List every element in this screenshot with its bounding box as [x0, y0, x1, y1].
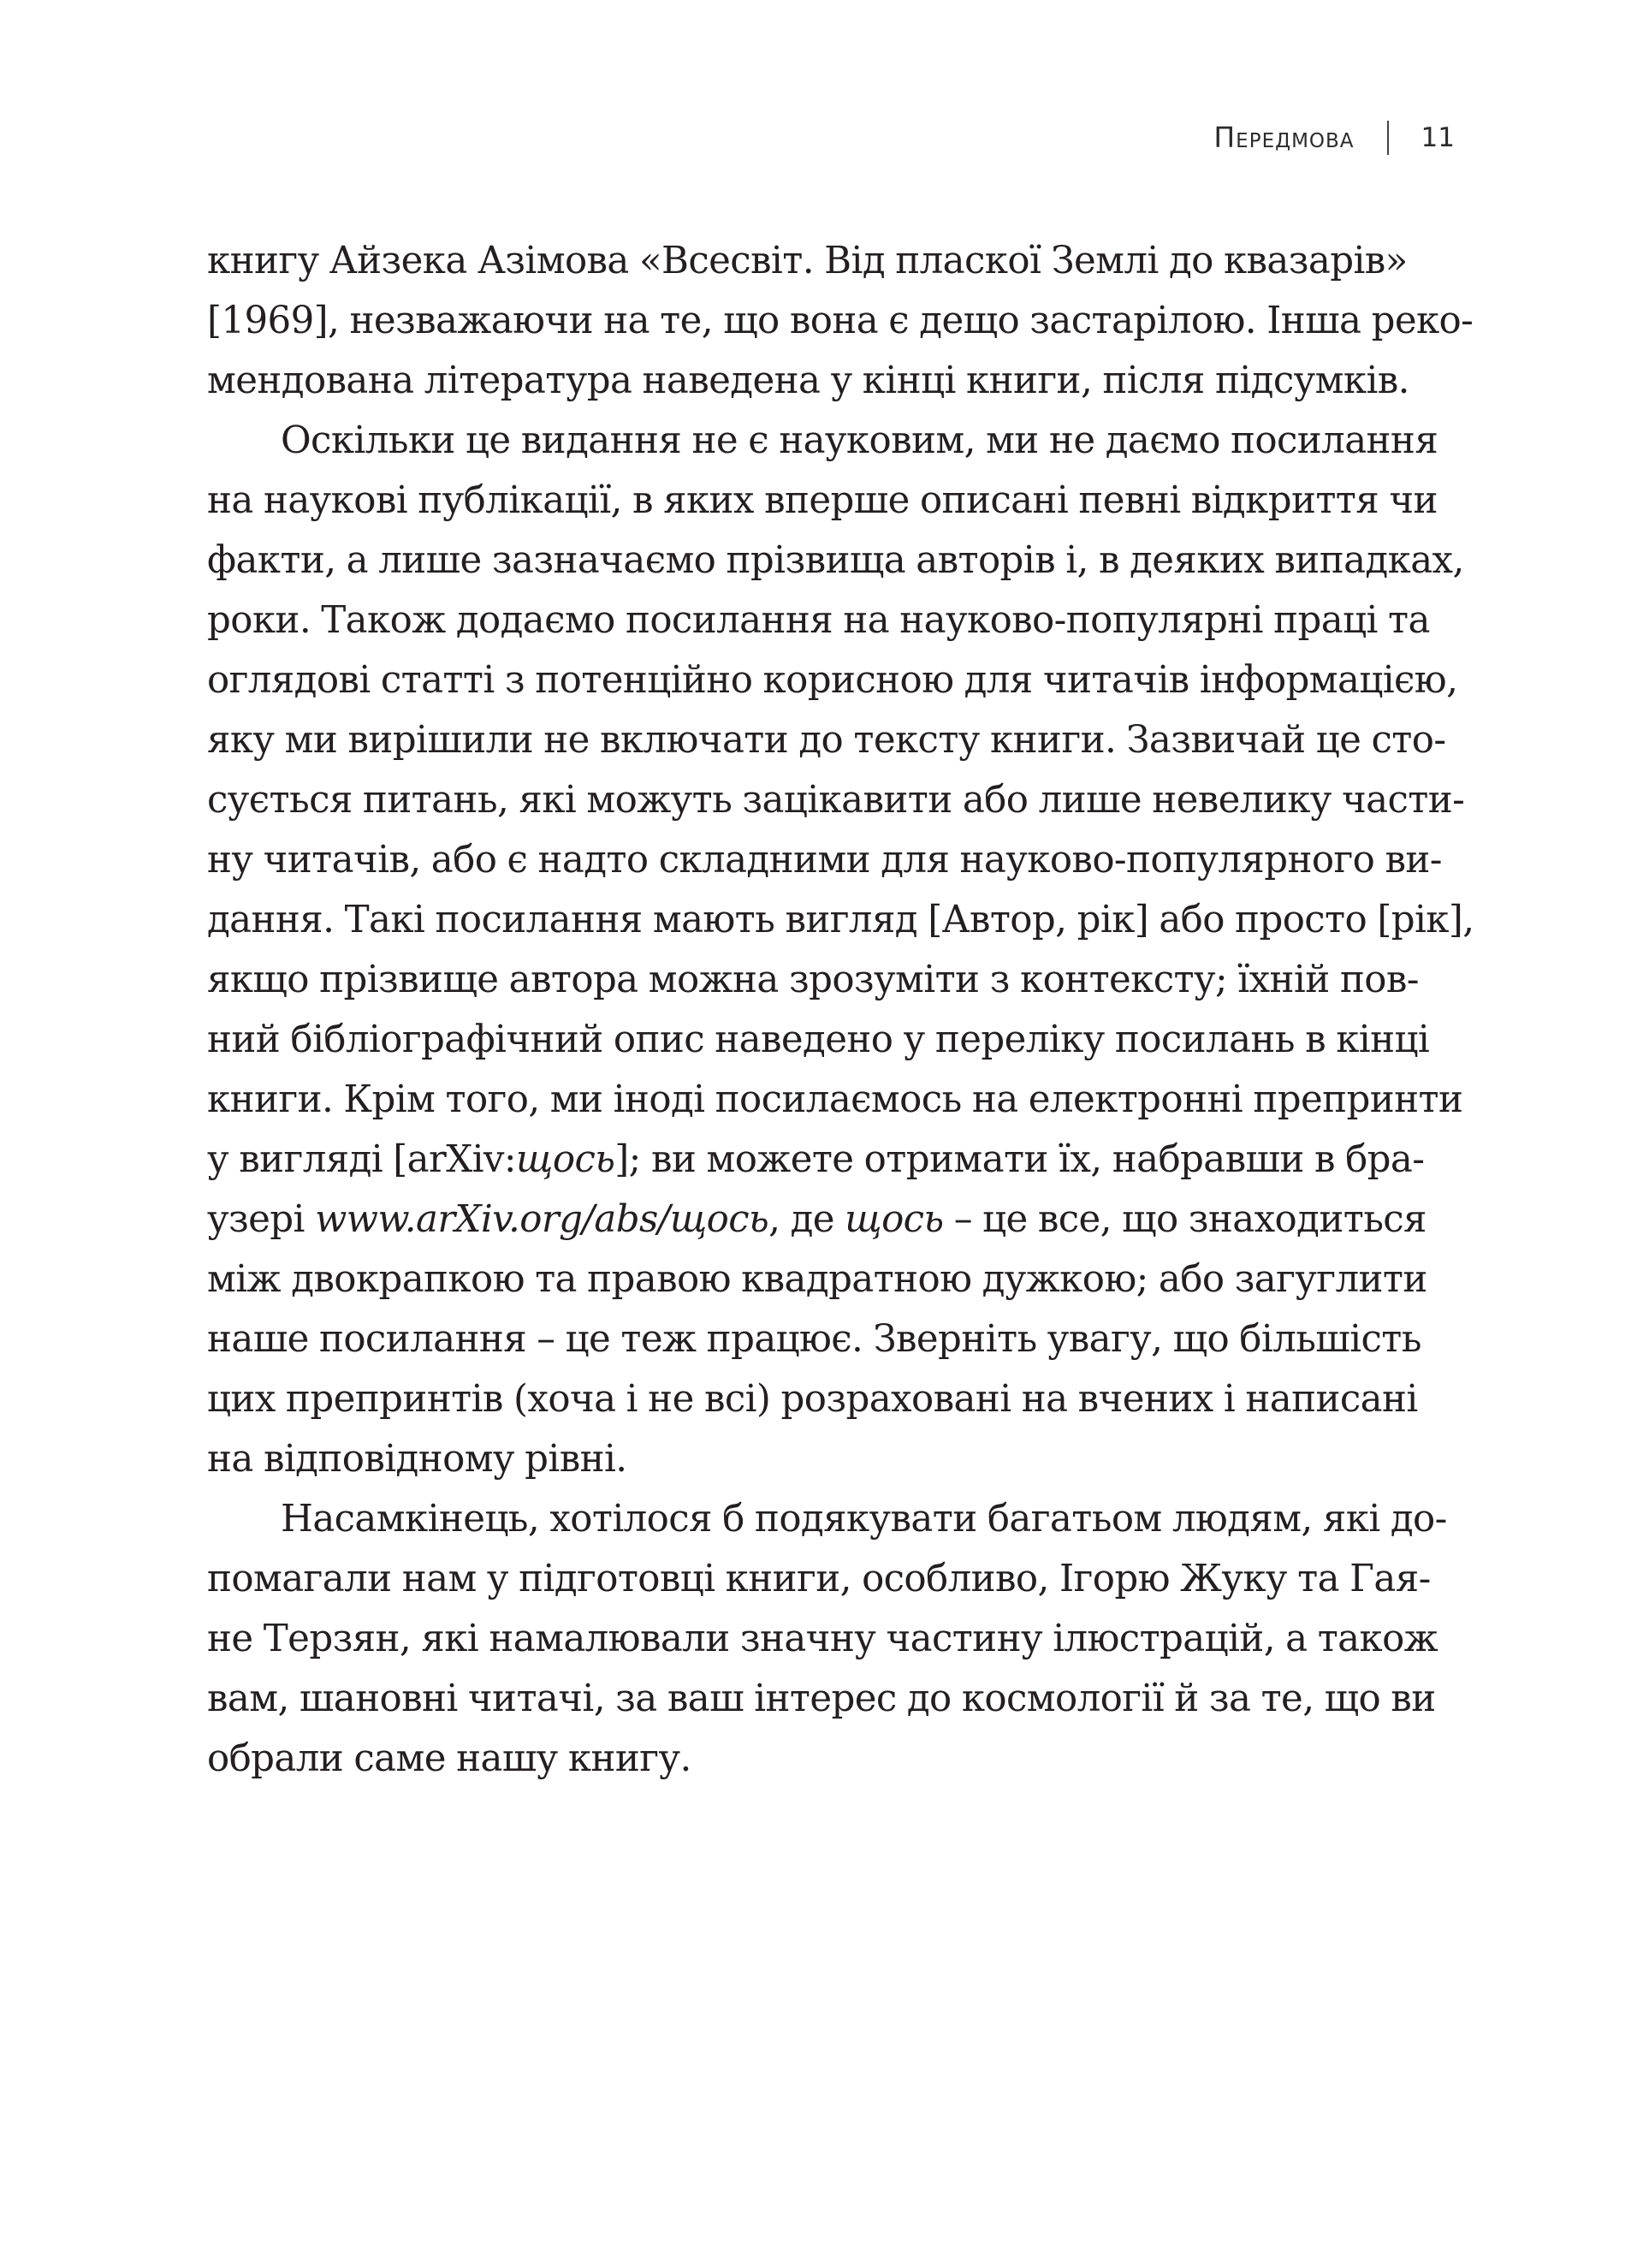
text-line: [1969], незважаючи на те, що вона є дещо застарілою. Інша реко- [207, 300, 1474, 342]
text-run: ]; ви можете отримати їх, набравши в бра- [614, 1138, 1425, 1181]
text-line: вам, шановні читачі, за ваш інтерес до космології й за те, що ви [207, 1677, 1436, 1720]
text-line: на наукові публікації, в яких вперше описані певні відкриття чи [207, 479, 1438, 522]
text-line: наше посилання – це теж працює. Зверніть увагу, що більшість [207, 1318, 1421, 1361]
text-line: ний бібліографічний опис наведено у переліку посилань в кінці [207, 1018, 1430, 1061]
text-line-url [207, 1190, 1427, 1250]
text-line: не Терзян, які намалювали значну частину ілюстрацій, а також [207, 1618, 1438, 1660]
text-line: книги. Крім того, ми іноді посилаємось на електронні препринти [207, 1078, 1463, 1121]
text-line: роки. Також додаємо посилання на науково-популярні праці та [207, 599, 1430, 642]
italic-placeholder: щось [515, 1138, 615, 1181]
text-line: книгу Айзека Азімова «Всесвіт. Від пласкої Землі до квазарів» [207, 240, 1408, 282]
text-line: на відповідному рівні. [207, 1438, 627, 1481]
text-line-arxiv [207, 1130, 1425, 1190]
paragraph-3 [207, 1489, 1447, 1789]
text-run: – це все, що знаходиться [943, 1198, 1427, 1241]
text-line: яку ми вирішили не включати до тексту книги. Зазвичай це сто- [207, 719, 1446, 762]
text-line: оглядові статті з потенційно корисною для читачів інформацією, [207, 659, 1458, 702]
body-text [207, 231, 1474, 1789]
section-title: Передмова [1213, 121, 1355, 154]
paragraph-1 [207, 231, 1474, 411]
text-line: ну читачів, або є надто складними для науково-популярного ви- [207, 839, 1442, 882]
text-run: , де [768, 1198, 845, 1241]
text-line: обрали саме нашу книгу. [207, 1737, 691, 1780]
text-line: між двокрапкою та правою квадратною дужкою; або загуглити [207, 1258, 1427, 1301]
text-line: сується питань, які можуть зацікавити або лише невелику части- [207, 779, 1465, 822]
text-line: факти, а лише зазначаємо прізвища авторів і, в деяких випадках, [207, 539, 1464, 582]
text-line: Оскільки це видання не є науковим, ми не даємо посилання [281, 419, 1438, 462]
text-line: цих препринтів (хоча і не всі) розраховані на вчених і написані [207, 1378, 1418, 1421]
text-line: мендована література наведена у кінці книги, після підсумків. [207, 359, 1409, 402]
paragraph-2 [207, 411, 1474, 1489]
italic-placeholder: щось [845, 1198, 944, 1241]
running-head [1112, 118, 1455, 157]
text-line: якщо прізвище автора можна зрозуміти з контексту; їхній пов- [207, 959, 1419, 1001]
text-run: у вигляді [arXiv: [207, 1138, 516, 1181]
header-separator [1387, 121, 1389, 155]
text-line: Насамкінець, хотілося б подякувати багатьом людям, які до- [281, 1498, 1447, 1541]
text-run: узері [207, 1198, 316, 1241]
text-line: дання. Такі посилання мають вигляд [Автор, рік] або просто [рік], [207, 899, 1474, 941]
text-line: помагали нам у підготовці книги, особливо, Ігорю Жуку та Гая- [207, 1558, 1431, 1600]
page-number: 11 [1421, 122, 1455, 153]
arxiv-url: www.arXiv.org/abs/щось [315, 1198, 769, 1241]
